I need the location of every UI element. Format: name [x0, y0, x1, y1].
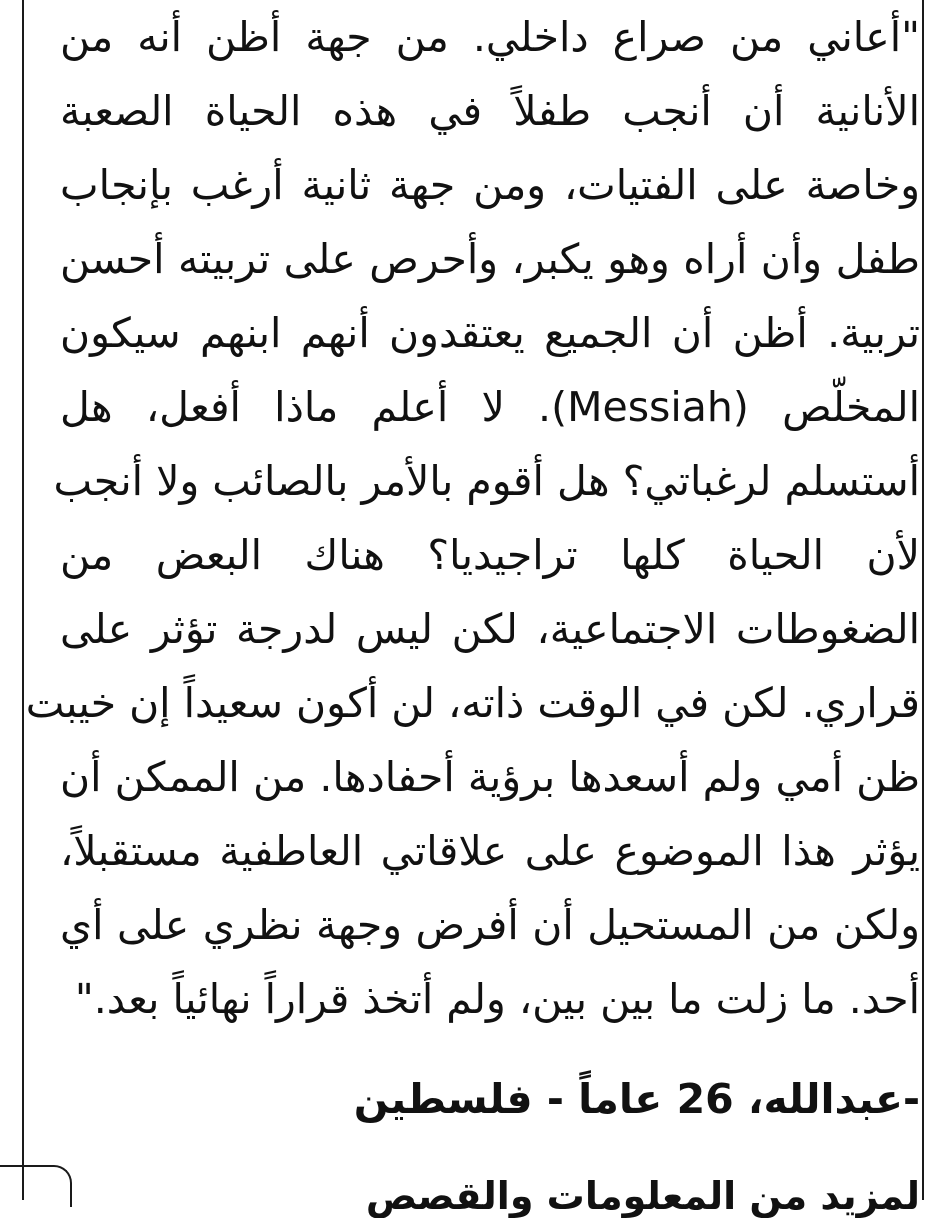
- quote-line-13: ولكن من المستحيل أن أفرض وجهة نظري على أي: [60, 901, 920, 949]
- quote-line-1: "أعاني من صراع داخلي. من جهة أظن أنه من: [60, 13, 920, 61]
- quote-text-block: [25, 0, 920, 1036]
- quote-line-14: أحد. ما زلت ما بين بين، ولم أتخذ قراراً نهائياً بعد.": [74, 975, 920, 1023]
- quote-line-5: تربية. أظن أن الجميع يعتقدون أنهم ابنهم سيكون: [60, 309, 920, 357]
- quote-line-4: طفل وأن أراه وهو يكبر، وأحرص على تربيته أحسن: [60, 235, 920, 283]
- right-border-line: [922, 0, 924, 1200]
- quote-line-6: المخلّص (Messiah). لا أعلم ماذا أفعل، هل: [60, 383, 920, 431]
- quote-attribution: -عبدالله، 26 عاماً - فلسطين: [353, 1075, 920, 1123]
- quote-line-2: الأنانية أن أنجب طفلاً في هذه الحياة الصعبة: [60, 87, 920, 135]
- bottom-corner-decoration: [0, 1165, 72, 1207]
- left-border-line: [22, 0, 24, 1200]
- quote-line-8: لأن الحياة كلها تراجيديا؟ هناك البعض من: [60, 531, 920, 579]
- next-section-cutoff-text: لمزيد من المعلومات والقصص: [365, 1174, 920, 1218]
- quote-line-10: قراري. لكن في الوقت ذاته، لن أكون سعيداً إن خيبت: [25, 679, 920, 727]
- quote-line-7: أستسلم لرغباتي؟ هل أقوم بالأمر بالصائب ولا أنجب: [53, 457, 920, 505]
- quote-line-9: الضغوطات الاجتماعية، لكن ليس لدرجة تؤثر على: [60, 605, 920, 653]
- quote-line-11: ظن أمي ولم أسعدها برؤية أحفادها. من الممكن أن: [60, 753, 920, 801]
- quote-line-3: وخاصة على الفتيات، ومن جهة ثانية أرغب بإنجاب: [60, 161, 920, 209]
- quote-line-12: يؤثر هذا الموضوع على علاقاتي العاطفية مستقبلاً،: [60, 827, 920, 875]
